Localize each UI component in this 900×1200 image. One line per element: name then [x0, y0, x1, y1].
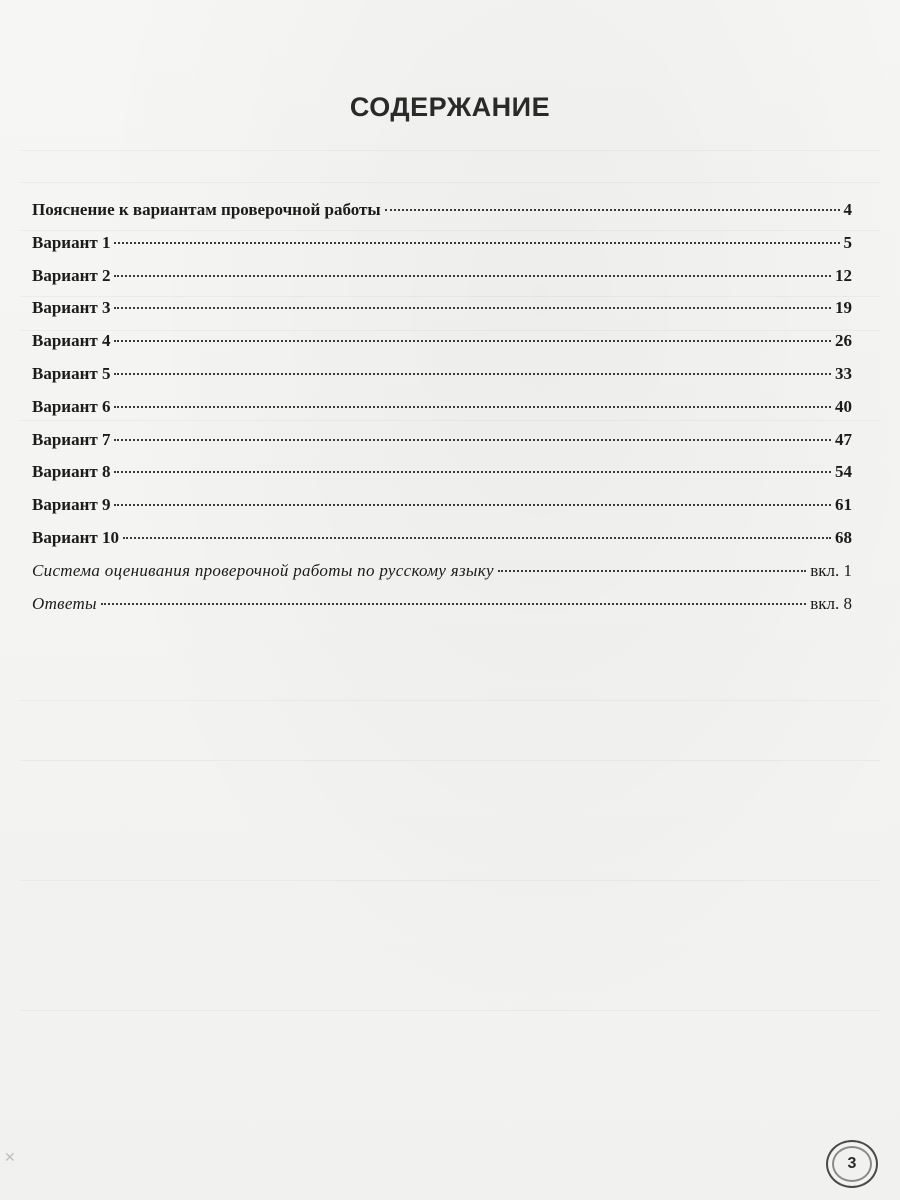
toc-entry-page: 61: [835, 495, 852, 515]
toc-dot-leader: [114, 242, 839, 244]
toc-dot-leader: [498, 570, 806, 572]
toc-entry[interactable]: [32, 327, 852, 360]
toc-entry-page: 5: [843, 232, 852, 252]
toc-entry-label: Вариант 8: [32, 462, 111, 482]
toc-dot-leader: [114, 373, 831, 375]
toc-entry-label: Система оценивания проверочной работы по русскому языку: [32, 560, 494, 580]
toc-dot-leader: [114, 439, 831, 441]
toc-entry-page: 54: [835, 462, 852, 482]
toc-entry-label: Вариант 1: [32, 232, 111, 252]
toc-entry[interactable]: [32, 458, 852, 491]
toc-dot-leader: [114, 504, 831, 506]
table-of-contents: [32, 196, 852, 622]
toc-dot-leader: [114, 340, 831, 342]
bleed-through-line: [20, 182, 880, 183]
page-number-badge: [826, 1140, 878, 1188]
toc-entry-page: вкл. 8: [810, 593, 852, 613]
toc-dot-leader: [123, 537, 831, 539]
toc-entry-label: Пояснение к вариантам проверочной работы: [32, 200, 381, 219]
toc-entry-page: 33: [835, 363, 852, 383]
toc-entry-page: 4: [843, 200, 852, 219]
toc-entry[interactable]: [32, 294, 852, 327]
toc-entry-label: Вариант 6: [32, 396, 111, 416]
toc-dot-leader: [114, 307, 831, 309]
toc-entry[interactable]: [32, 262, 852, 295]
toc-entry[interactable]: [32, 524, 852, 557]
toc-entry-page: 47: [835, 429, 852, 449]
toc-entry[interactable]: [32, 557, 852, 590]
bleed-through-line: [20, 1010, 880, 1011]
toc-entry-label: Вариант 9: [32, 495, 111, 515]
toc-entry-page: 19: [835, 298, 852, 318]
toc-entry-label: Вариант 7: [32, 429, 111, 449]
corner-mark-icon: ✕: [4, 1150, 16, 1166]
toc-entry-label: Ответы: [32, 593, 97, 613]
page-title: СОДЕРЖАНИЕ: [349, 92, 551, 122]
toc-entry-page: 12: [835, 265, 852, 285]
toc-entry[interactable]: [32, 590, 852, 623]
toc-entry-page: вкл. 1: [810, 560, 852, 580]
bleed-through-line: [20, 760, 880, 761]
bleed-through-line: [20, 150, 880, 151]
toc-dot-leader: [385, 209, 840, 211]
bleed-through-line: [20, 700, 880, 701]
toc-entry[interactable]: [32, 229, 852, 262]
toc-dot-leader: [101, 603, 806, 605]
toc-entry-page: 40: [835, 396, 852, 416]
toc-dot-leader: [114, 406, 831, 408]
toc-entry-page: 26: [835, 331, 852, 351]
toc-entry-page: 68: [835, 527, 852, 547]
toc-entry[interactable]: [32, 196, 852, 229]
toc-entry[interactable]: [32, 393, 852, 426]
bleed-through-line: [20, 880, 880, 881]
toc-entry[interactable]: [32, 360, 852, 393]
toc-entry-label: Вариант 3: [32, 298, 111, 318]
toc-entry[interactable]: [32, 491, 852, 524]
toc-entry[interactable]: [32, 426, 852, 459]
toc-dot-leader: [114, 471, 831, 473]
toc-entry-label: Вариант 10: [32, 527, 119, 547]
toc-entry-label: Вариант 5: [32, 363, 111, 383]
toc-entry-label: Вариант 2: [32, 265, 111, 285]
page-number: 3: [847, 1155, 857, 1172]
toc-entry-label: Вариант 4: [32, 331, 111, 351]
toc-dot-leader: [114, 275, 831, 277]
